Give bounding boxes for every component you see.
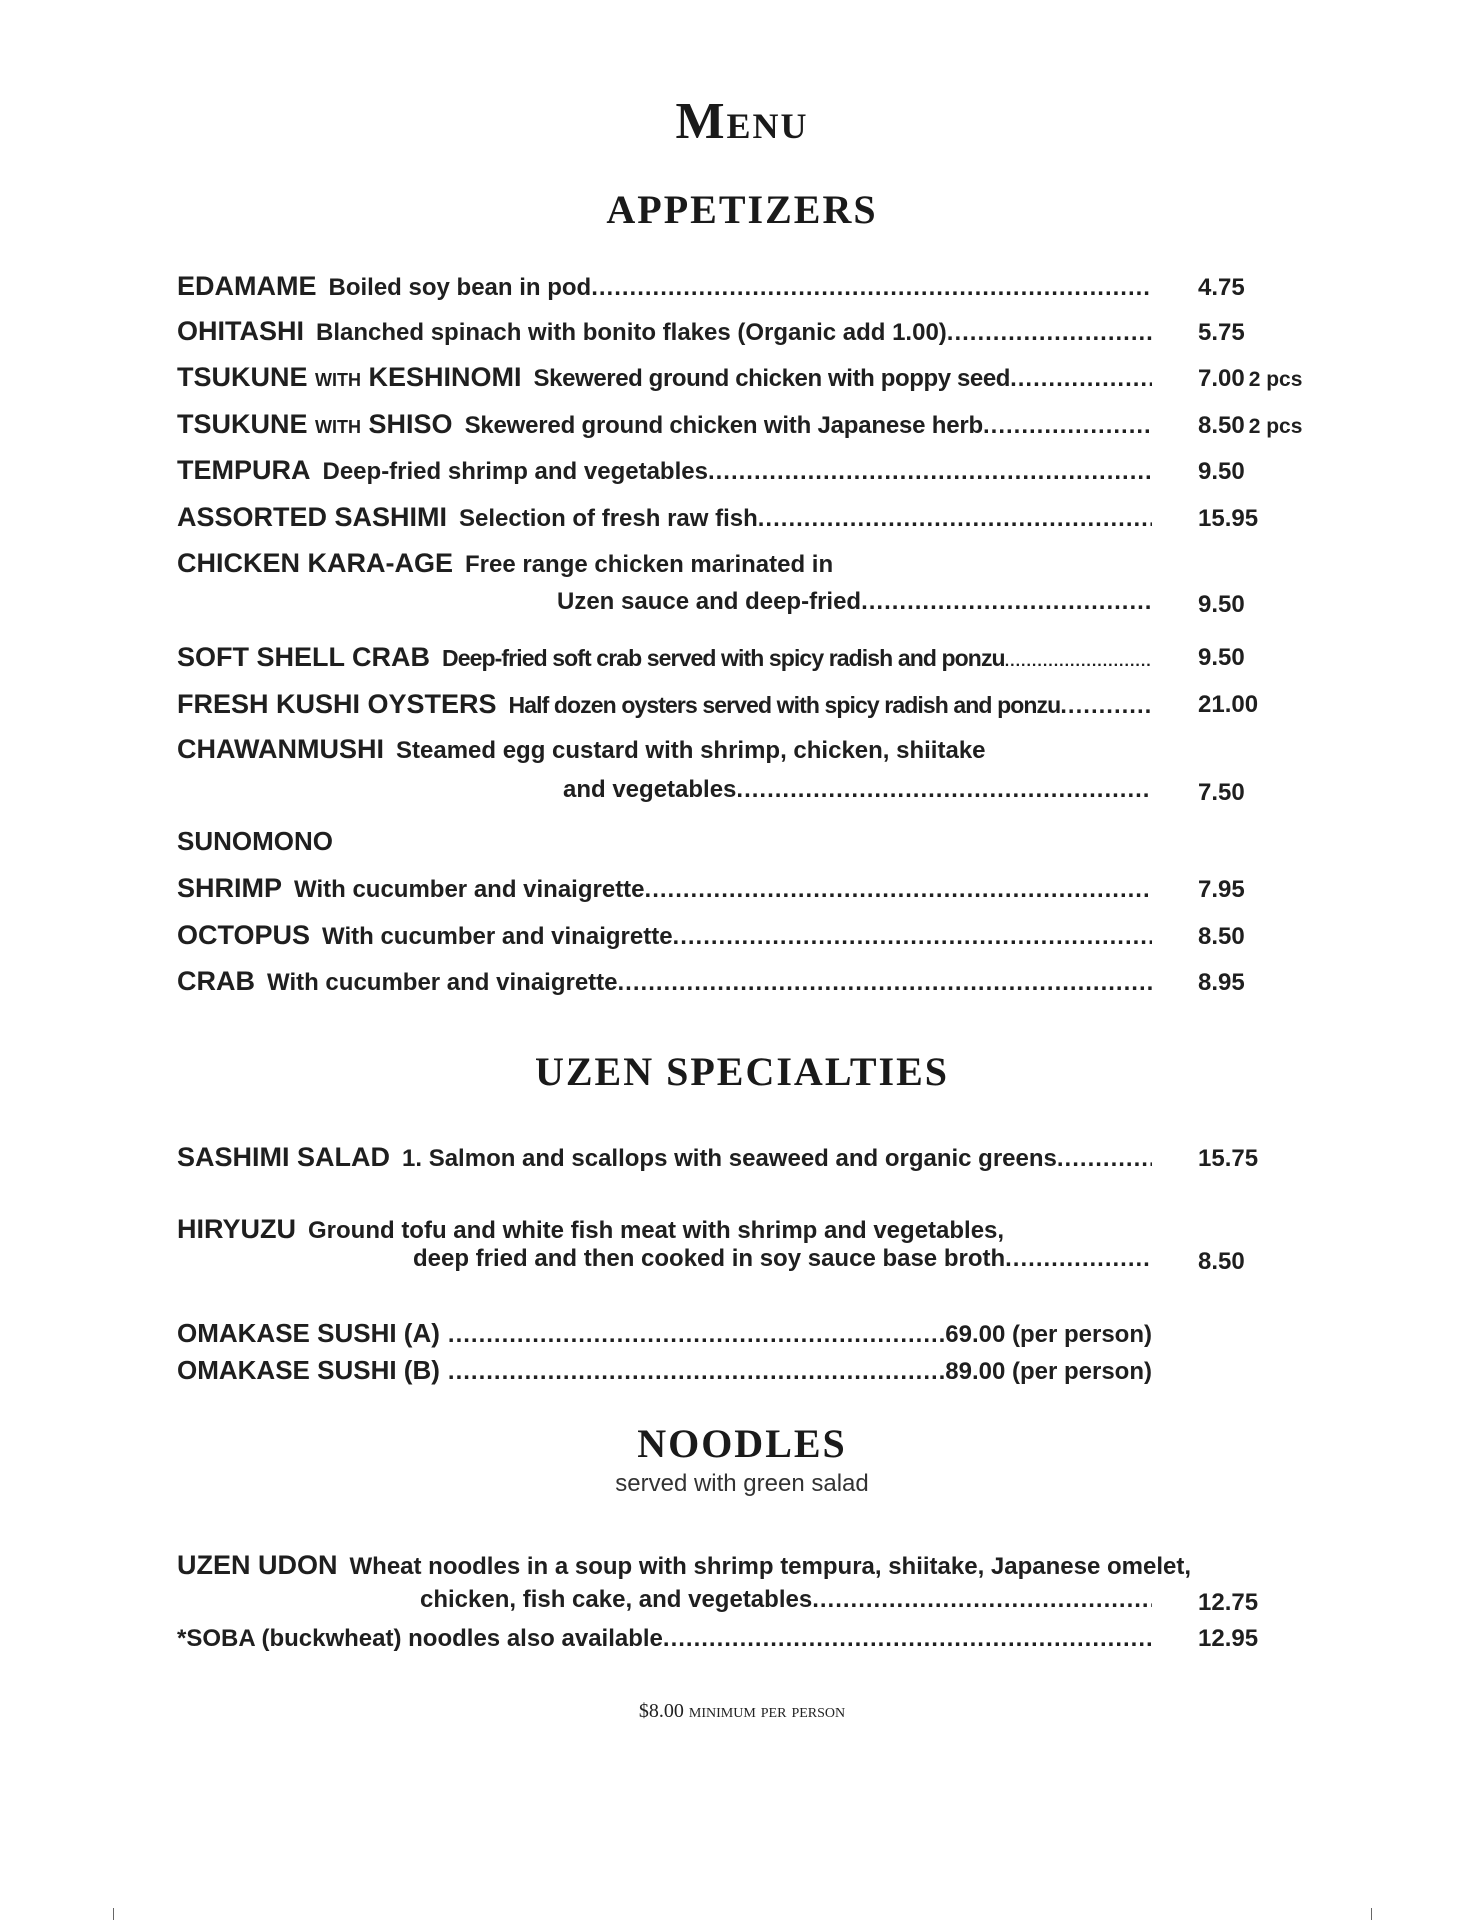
item-name-part: TSUKUNE [177, 362, 308, 392]
item-name-part: KESHINOMI [368, 362, 522, 392]
item-description: Deep-fried shrimp and vegetables [322, 458, 708, 485]
item-description: Skewered ground chicken with poppy seed [533, 365, 1011, 392]
item-description: *SOBA (buckwheat) noodles also available [177, 1625, 663, 1652]
item-name: SASHIMI SALAD [177, 1142, 391, 1172]
item-price: 8.95 [1198, 969, 1245, 996]
dot-leader [1057, 1142, 1152, 1176]
item-description: With cucumber and vinaigrette [322, 923, 673, 950]
item-description: Half dozen oysters served with spicy radish and ponzu [508, 692, 1061, 718]
page-title: Menu [675, 93, 809, 150]
item-description: Blanched spinach with bonito flakes (Organic add 1.00) [316, 319, 947, 346]
item-name [177, 409, 453, 440]
item-price: 12.95 [1198, 1625, 1259, 1652]
item-price [1198, 409, 1302, 444]
item-price: 7.50 [1198, 779, 1245, 806]
dot-leader [1060, 689, 1152, 722]
item-price: 7.95 [1198, 876, 1245, 903]
dot-leader [673, 920, 1152, 954]
item-quantity: 2 pcs [1248, 415, 1303, 438]
item-name: OHITASHI [177, 316, 304, 346]
item-description: 1. Salmon and scallops with seaweed and organic greens [402, 1145, 1057, 1172]
dot-leader [983, 409, 1152, 443]
item-name: HIRYUZU [177, 1214, 296, 1244]
item-price: 12.75 [1198, 1589, 1259, 1616]
dot-leader [758, 502, 1152, 536]
dot-leader [663, 1622, 1152, 1656]
crop-mark [113, 1908, 114, 1920]
dot-leader [1010, 362, 1152, 396]
item-description: Selection of fresh raw fish [459, 505, 758, 532]
item-price: 89.00 (per person) [945, 1358, 1152, 1385]
dot-leader [591, 271, 1152, 305]
item-name-part: TSUKUNE [177, 409, 308, 439]
item-name: SOFT SHELL CRAB [177, 642, 431, 672]
item-name: OMAKASE SUSHI (A) [177, 1318, 440, 1348]
item-description-cont: Uzen sauce and deep-fried [557, 588, 862, 615]
item-description: Wheat noodles in a soup with shrimp tempura, shiitake, Japanese omelet, [349, 1553, 1192, 1580]
item-price: 15.75 [1198, 1145, 1259, 1172]
item-description: With cucumber and vinaigrette [294, 876, 645, 903]
item-name: SHRIMP [177, 873, 283, 903]
dot-leader [645, 873, 1152, 907]
omakase-sushi-a [177, 1318, 1152, 1352]
item-description-cont: and vegetables [563, 776, 737, 803]
specialties-heading: UZEN SPECIALTIES [534, 1049, 949, 1094]
item-name: CRAB [177, 966, 255, 996]
item-name: ASSORTED SASHIMI [177, 502, 448, 532]
item-name-connector: WITH [315, 417, 362, 437]
item-price: 69.00 (per person) [945, 1321, 1152, 1348]
omakase-sushi-b [177, 1355, 1152, 1389]
dot-leader [861, 588, 1152, 616]
dot-leader [812, 1586, 1152, 1614]
price-value: 8.50 [1198, 412, 1245, 439]
item-name: OCTOPUS [177, 920, 311, 950]
noodles-heading: NOODLES [637, 1421, 847, 1466]
item-name: UZEN UDON [177, 1550, 338, 1580]
item-price: 5.75 [1198, 319, 1245, 346]
item-description-cont: deep fried and then cooked in soy sauce base broth [413, 1245, 1006, 1272]
price-value: 7.00 [1198, 365, 1245, 392]
appetizers-heading: APPETIZERS [606, 187, 878, 232]
item-description: Boiled soy bean in pod [328, 274, 592, 301]
item-price: 8.50 [1198, 1248, 1245, 1275]
crop-mark [1371, 1908, 1372, 1920]
item-description: Ground tofu and white fish meat with shrimp and vegetables, [308, 1217, 1005, 1244]
item-name: EDAMAME [177, 271, 317, 301]
item-price: 15.95 [1198, 505, 1259, 532]
item-price: 4.75 [1198, 274, 1245, 301]
dot-leader [448, 1358, 945, 1386]
item-price: 9.50 [1198, 591, 1245, 618]
dot-leader [736, 776, 1152, 804]
item-description: With cucumber and vinaigrette [267, 969, 618, 996]
item-name-connector: WITH [315, 370, 362, 390]
item-quantity: 2 pcs [1248, 368, 1303, 391]
item-description-cont: chicken, fish cake, and vegetables [420, 1586, 813, 1613]
item-description: Steamed egg custard with shrimp, chicken, shiitake [396, 737, 986, 764]
item-price: 9.50 [1198, 644, 1245, 671]
item-price [1198, 362, 1302, 397]
dot-leader [947, 316, 1152, 350]
item-name: CHAWANMUSHI [177, 734, 384, 764]
item-price: 21.00 [1198, 691, 1259, 718]
item-name [177, 362, 522, 393]
item-name: CHICKEN KARA-AGE [177, 548, 453, 578]
item-price: 8.50 [1198, 923, 1245, 950]
item-name-part: SHISO [368, 409, 453, 439]
item-description: Skewered ground chicken with Japanese herb [464, 412, 983, 439]
item-price: 9.50 [1198, 458, 1245, 485]
item-description: Deep-fried soft crab served with spicy radish and ponzu [442, 645, 1005, 671]
sunomono-heading: SUNOMONO [177, 826, 333, 856]
dot-leader [448, 1321, 945, 1349]
item-description: Free range chicken marinated in [465, 551, 834, 578]
noodles-subtitle: served with green salad [615, 1470, 869, 1497]
item-name: OMAKASE SUSHI (B) [177, 1355, 440, 1385]
item-name: FRESH KUSHI OYSTERS [177, 689, 497, 719]
minimum-charge-note: $8.00 minimum per person [638, 1700, 846, 1722]
item-name: TEMPURA [177, 455, 311, 485]
dot-leader [708, 455, 1152, 489]
dot-leader [1005, 1245, 1152, 1273]
dot-leader [618, 966, 1152, 1000]
dot-leader [1005, 645, 1152, 675]
